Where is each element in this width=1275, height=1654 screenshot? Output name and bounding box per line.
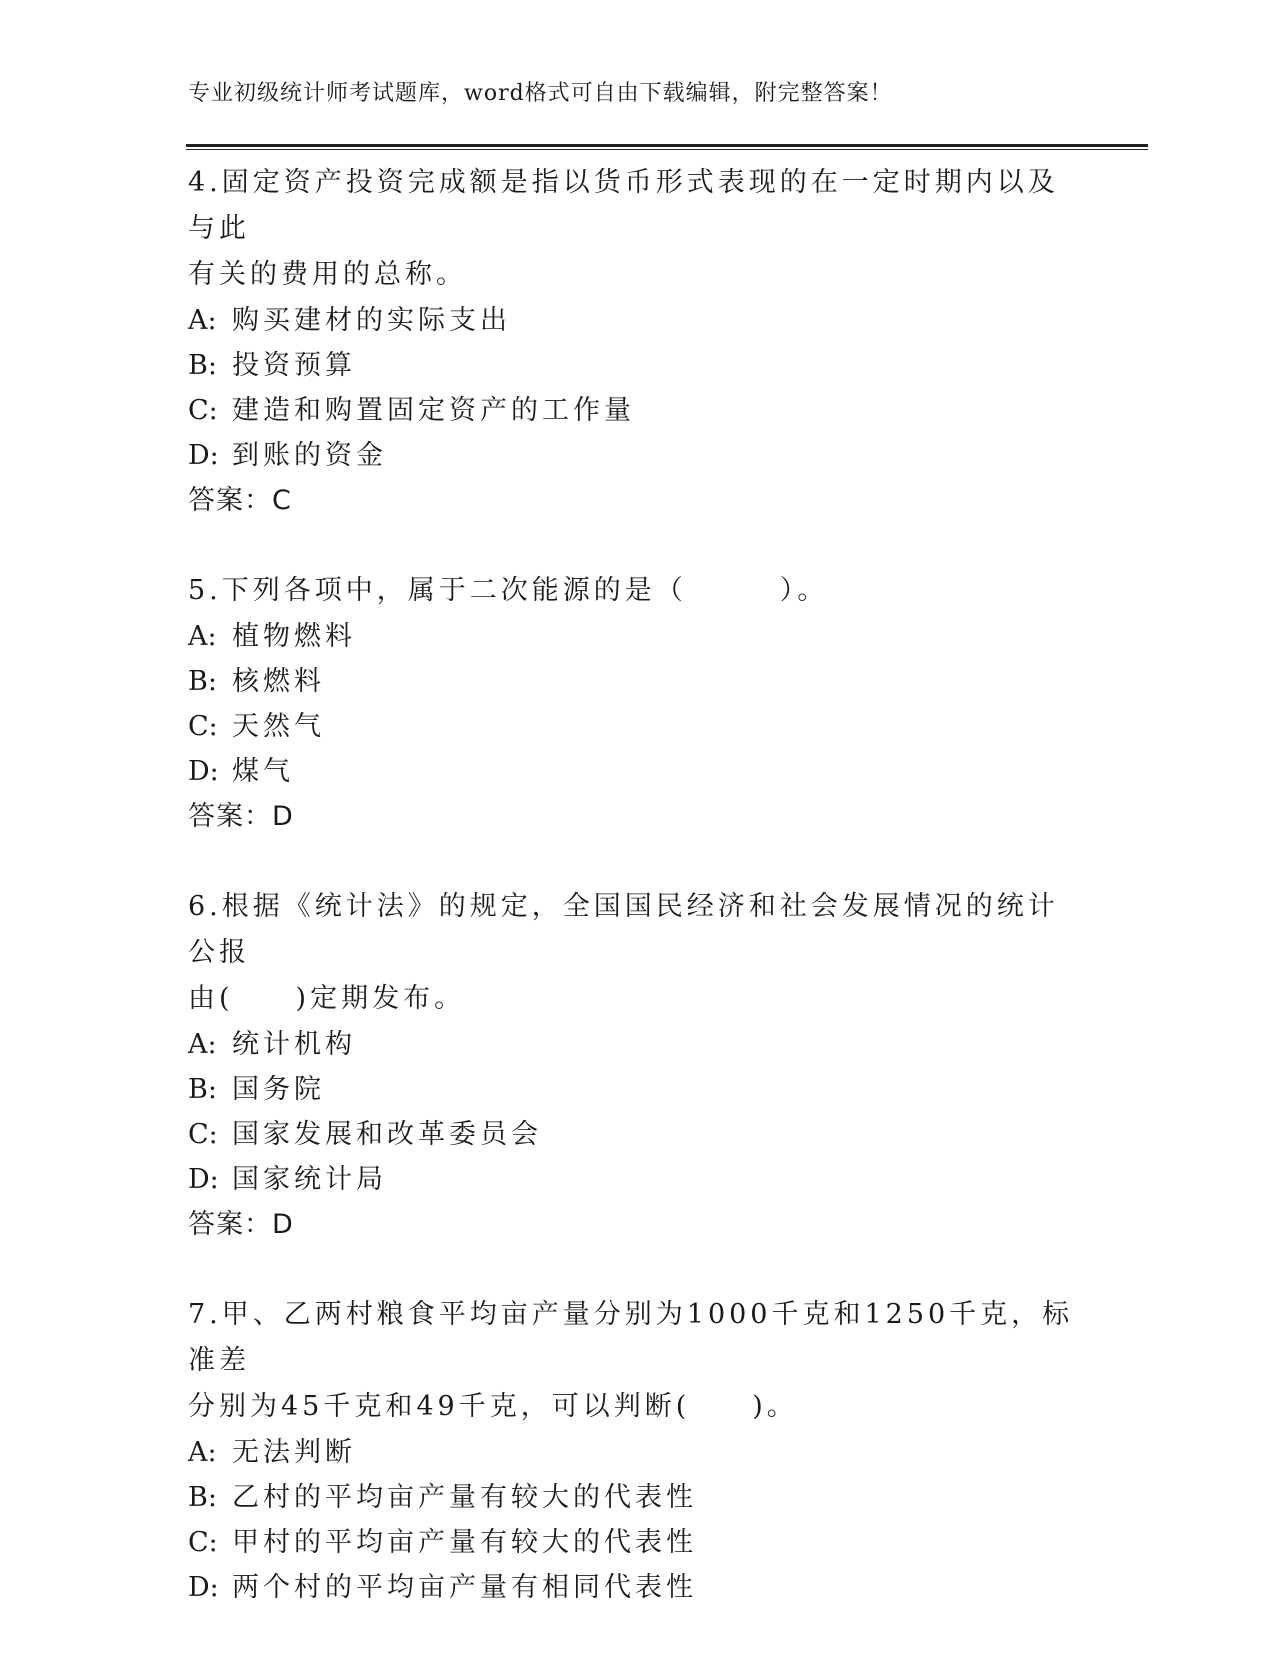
question-list [188,160,1088,1654]
option-key: C: [188,1527,218,1558]
option-key: D: [188,756,219,787]
option-a [188,614,1088,659]
option-a [188,298,1088,343]
question-7 [188,1292,1088,1610]
option-text: 统计机构 [232,1029,356,1060]
option-text: 投资预算 [232,350,356,381]
option-b [188,1067,1088,1112]
option-c [188,1520,1088,1565]
option-key: C: [188,395,218,426]
option-text: 乙村的平均亩产量有较大的代表性 [232,1482,697,1513]
option-d [188,433,1088,478]
option-text: 国务院 [232,1074,325,1105]
answer-line: 答案：D [188,1209,294,1240]
option-key: D: [188,440,219,471]
question-stem-line: 分别为45千克和49千克，可以判断( )。 [188,1391,798,1422]
option-key: B: [188,666,217,697]
option-key: D: [188,1164,219,1195]
question-4 [188,160,1088,524]
option-text: 甲村的平均亩产量有较大的代表性 [232,1527,697,1558]
option-text: 到账的资金 [232,440,387,471]
option-b [188,343,1088,388]
option-b [188,659,1088,704]
option-key: C: [188,1119,218,1150]
question-stem-line: 5.下列各项中，属于二次能源的是（ ）。 [188,575,829,606]
option-text: 建造和购置固定资产的工作量 [232,395,635,426]
question-stem-line: 4.固定资产投资完成额是指以货币形式表现的在一定时期内以及与此 [188,167,1059,244]
option-text: 国家统计局 [232,1164,387,1195]
option-d [188,749,1088,794]
option-b [188,1475,1088,1520]
question-stem-line: 有关的费用的总称。 [188,259,467,290]
option-key: B: [188,350,217,381]
option-key: D: [188,1572,219,1603]
question-stem-line: 由( )定期发布。 [188,983,466,1014]
question-6 [188,884,1088,1248]
option-text: 植物燃料 [232,621,356,652]
option-key: A: [188,621,217,652]
option-key: A: [188,1029,217,1060]
question-stem-line: 7.甲、乙两村粮食平均亩产量分别为1000千克和1250千克，标准差 [188,1299,1074,1376]
option-text: 购买建材的实际支出 [232,305,511,336]
option-a [188,1022,1088,1067]
option-text: 国家发展和改革委员会 [232,1119,542,1150]
page-header: 专业初级统计师考试题库，word格式可自由下载编辑，附完整答案！ [188,81,893,106]
option-text: 核燃料 [232,666,325,697]
header-rule [186,144,1148,150]
option-a [188,1430,1088,1475]
option-key: B: [188,1482,217,1513]
option-c [188,704,1088,749]
option-key: A: [188,1437,217,1468]
option-c [188,1112,1088,1157]
answer-line: 答案：C [188,485,292,516]
option-text: 两个村的平均亩产量有相同代表性 [232,1572,697,1603]
option-d [188,1565,1088,1610]
answer-line: 答案：D [188,801,294,832]
option-d [188,1157,1088,1202]
option-key: B: [188,1074,217,1105]
option-key: A: [188,305,217,336]
option-text: 无法判断 [232,1437,356,1468]
question-stem-line: 6.根据《统计法》的规定，全国国民经济和社会发展情况的统计公报 [188,891,1059,968]
option-c [188,388,1088,433]
option-key: C: [188,711,218,742]
option-text: 煤气 [232,756,294,787]
question-5 [188,568,1088,840]
option-text: 天然气 [232,711,325,742]
